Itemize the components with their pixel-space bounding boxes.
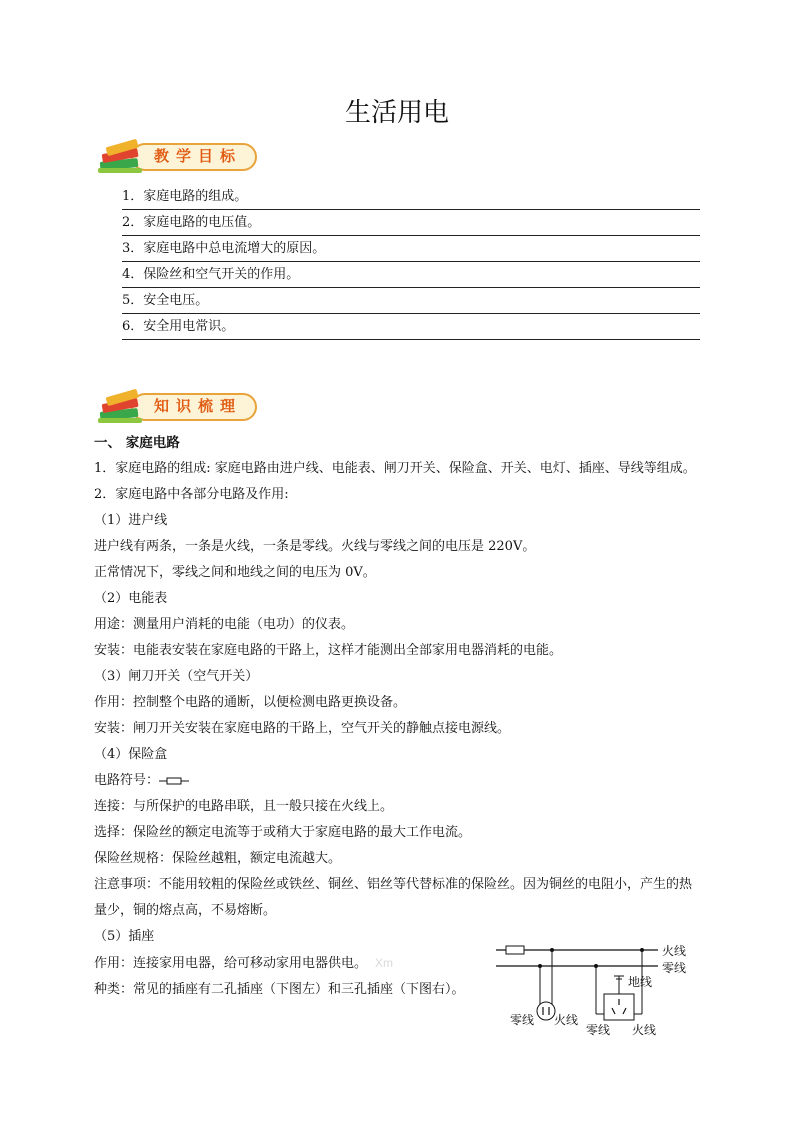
knowledge-banner-label: 知识梳理 xyxy=(153,397,242,415)
objective-item: 3．家庭电路中总电流增大的原因。 xyxy=(122,236,700,262)
paragraph: 进户线有两条，一条是火线，一条是零线。火线与零线之间的电压是 220V。 xyxy=(94,539,536,554)
objectives-banner-label: 教学目标 xyxy=(153,147,242,165)
objectives-list xyxy=(122,184,700,340)
live-label: 火线 xyxy=(662,944,687,958)
junction-dot xyxy=(538,964,542,968)
paragraph: 选择：保险丝的额定电流等于或稍大于家庭电路的最大工作电流。 xyxy=(94,825,472,840)
section-heading: 一、 家庭电路 xyxy=(94,435,180,451)
fuse-symbol-label: 电路符号： xyxy=(94,773,160,788)
ground-label: 地线 xyxy=(628,975,653,989)
socket-usage-text: 作用：连接家用电器，给可移动家用电器供电。 xyxy=(94,956,368,971)
three-hole-socket-icon xyxy=(604,994,634,1020)
subheading: （4）保险盒 xyxy=(94,747,168,762)
objective-item: 4．保险丝和空气开关的作用。 xyxy=(122,262,700,288)
paragraph: 种类：常见的插座有二孔插座（下图左）和三孔插座（下图右）。 xyxy=(94,982,465,997)
paragraph: 安装：电能表安装在家庭电路的干路上，这样才能测出全部家用电器消耗的电能。 xyxy=(94,643,563,658)
objectives-banner xyxy=(96,138,261,176)
knowledge-content xyxy=(94,430,704,1003)
watermark: Xm xyxy=(375,956,394,970)
paragraph: 作用：控制整个电路的通断，以便检测电路更换设备。 xyxy=(94,695,407,710)
subheading: （1）进户线 xyxy=(94,513,168,528)
three-hole-neutral-label: 零线 xyxy=(586,1023,611,1037)
two-hole-socket-icon xyxy=(537,1002,555,1020)
two-hole-live-label: 火线 xyxy=(554,1013,579,1027)
subheading: （5）插座 xyxy=(94,929,155,944)
junction-dot xyxy=(594,964,598,968)
junction-dot xyxy=(640,948,644,952)
paragraph: 保险丝规格：保险丝越粗，额定电流越大。 xyxy=(94,851,342,866)
socket-wiring-diagram xyxy=(492,938,702,1048)
objective-item: 1．家庭电路的组成。 xyxy=(122,184,700,210)
paragraph: 注意事项：不能用较粗的保险丝或铁丝、铜丝、铝丝等代替标准的保险丝。因为铜丝的电阻小，产生的热量少，铜的熔点高，不易熔断。 xyxy=(94,877,693,918)
junction-dot xyxy=(550,948,554,952)
fuse-symbol-line xyxy=(94,768,704,794)
paragraph: 2．家庭电路中各部分电路及作用: xyxy=(94,487,289,502)
paragraph: 连接：与所保护的电路串联，且一般只接在火线上。 xyxy=(94,799,394,814)
fuse-symbol-icon xyxy=(159,776,189,786)
paragraph: 正常情况下，零线之间和地线之间的电压为 0V。 xyxy=(94,565,376,580)
paragraph xyxy=(94,950,492,977)
page-title: 生活用电 xyxy=(344,98,449,128)
objective-item: 5．安全电压。 xyxy=(122,288,700,314)
three-hole-live-label: 火线 xyxy=(632,1023,657,1037)
fuse-icon xyxy=(506,946,524,954)
paragraph: 1．家庭电路的组成: 家庭电路由进户线、电能表、闸刀开关、保险盒、开关、电灯、插座、导线等组成。 xyxy=(94,461,696,476)
two-hole-neutral-label: 零线 xyxy=(510,1013,535,1027)
subheading: （3）闸刀开关（空气开关） xyxy=(94,669,259,684)
subheading: （2）电能表 xyxy=(94,591,168,606)
neutral-label: 零线 xyxy=(662,961,687,975)
objective-item: 6．安全用电常识。 xyxy=(122,314,700,340)
knowledge-banner xyxy=(96,388,261,426)
paragraph: 用途：测量用户消耗的电能（电功）的仪表。 xyxy=(94,617,355,632)
paragraph: 安装：闸刀开关安装在家庭电路的干路上，空气开关的静触点接电源线。 xyxy=(94,721,511,736)
objective-item: 2．家庭电路的电压值。 xyxy=(122,210,700,236)
